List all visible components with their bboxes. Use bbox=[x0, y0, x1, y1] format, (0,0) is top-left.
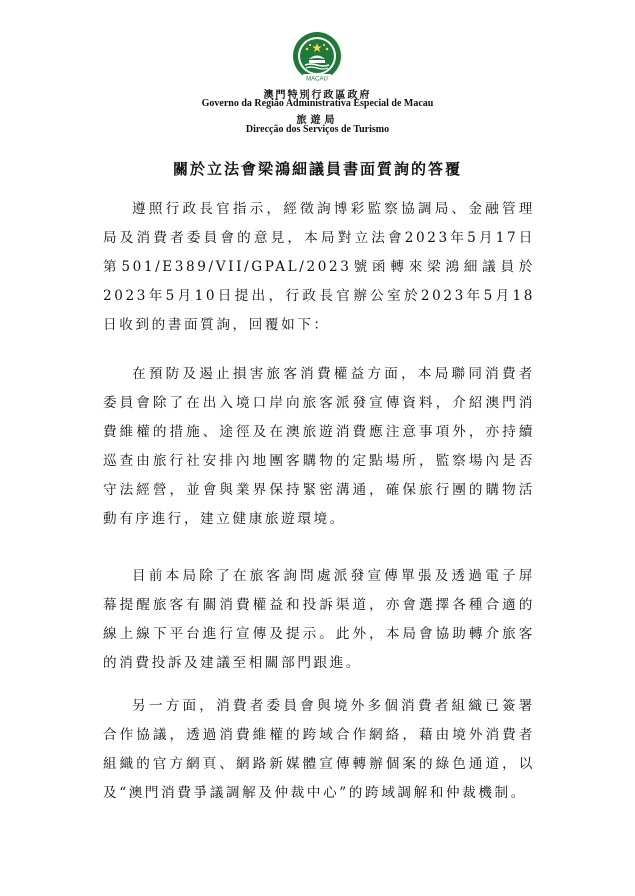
paragraph-prevention: 在預防及遏止損害旅客消費權益方面，本局聯同消費者委員會除了在出入境口岸向旅客派發宣傳資料，介紹澳門消費維權的措施、途徑及在澳旅遊消費應注意事項外，亦持續巡查由旅行社安排內地團客購物的定點場所，監察場內是否守法經營，並會與業界保持緊密溝通，確保旅行團的購物活動有序進行，建立健康旅遊環境。 bbox=[103, 366, 535, 527]
department-name-zh: 旅遊局 bbox=[296, 115, 339, 126]
document-title: 關於立法會梁鴻細議員書面質詢的答覆 bbox=[172, 160, 462, 178]
government-name-zh: 澳門特別行政區政府 bbox=[263, 90, 372, 101]
paragraph-publicity: 目前本局除了在旅客詢問處派發宣傳單張及透過電子屏幕提醒旅客有關消費權益和投訴渠道，亦會選擇各種合適的線上線下平台進行宣傳及提示。此外，本局會協助轉介旅客的消費投訴及建議至相關部門跟進。 bbox=[103, 568, 535, 671]
paragraph-cooperation: 另一方面，消費者委員會與境外多個消費者組織已簽署合作協議，透過消費維權的跨域合作網絡，藉由境外消費者組織的官方網頁、網路新媒體宣傳轉辦個案的綠色通道，以及“澳門消費爭議調解及仲裁中心”的跨域調解和仲裁機制。 bbox=[103, 698, 535, 801]
paragraph-intro: 遵照行政長官指示，經徵詢博彩監察協調局、金融管理局及消費者委員會的意見，本局對立法會2023年5月17日第501/E389/VII/GPAL/2023號函轉來梁鴻細議員於2023年5月10日提出，行政長官辦公室於2023年5月18日收到的書面質詢，回覆如下： bbox=[103, 201, 535, 333]
government-name-pt: Governo da Região Administrativa Especial de Macau bbox=[201, 98, 434, 109]
emblem-label: MACAU bbox=[306, 76, 328, 83]
department-name-pt: Direcção dos Serviços de Turismo bbox=[245, 124, 390, 135]
macau-emblem-icon bbox=[287, 30, 347, 84]
